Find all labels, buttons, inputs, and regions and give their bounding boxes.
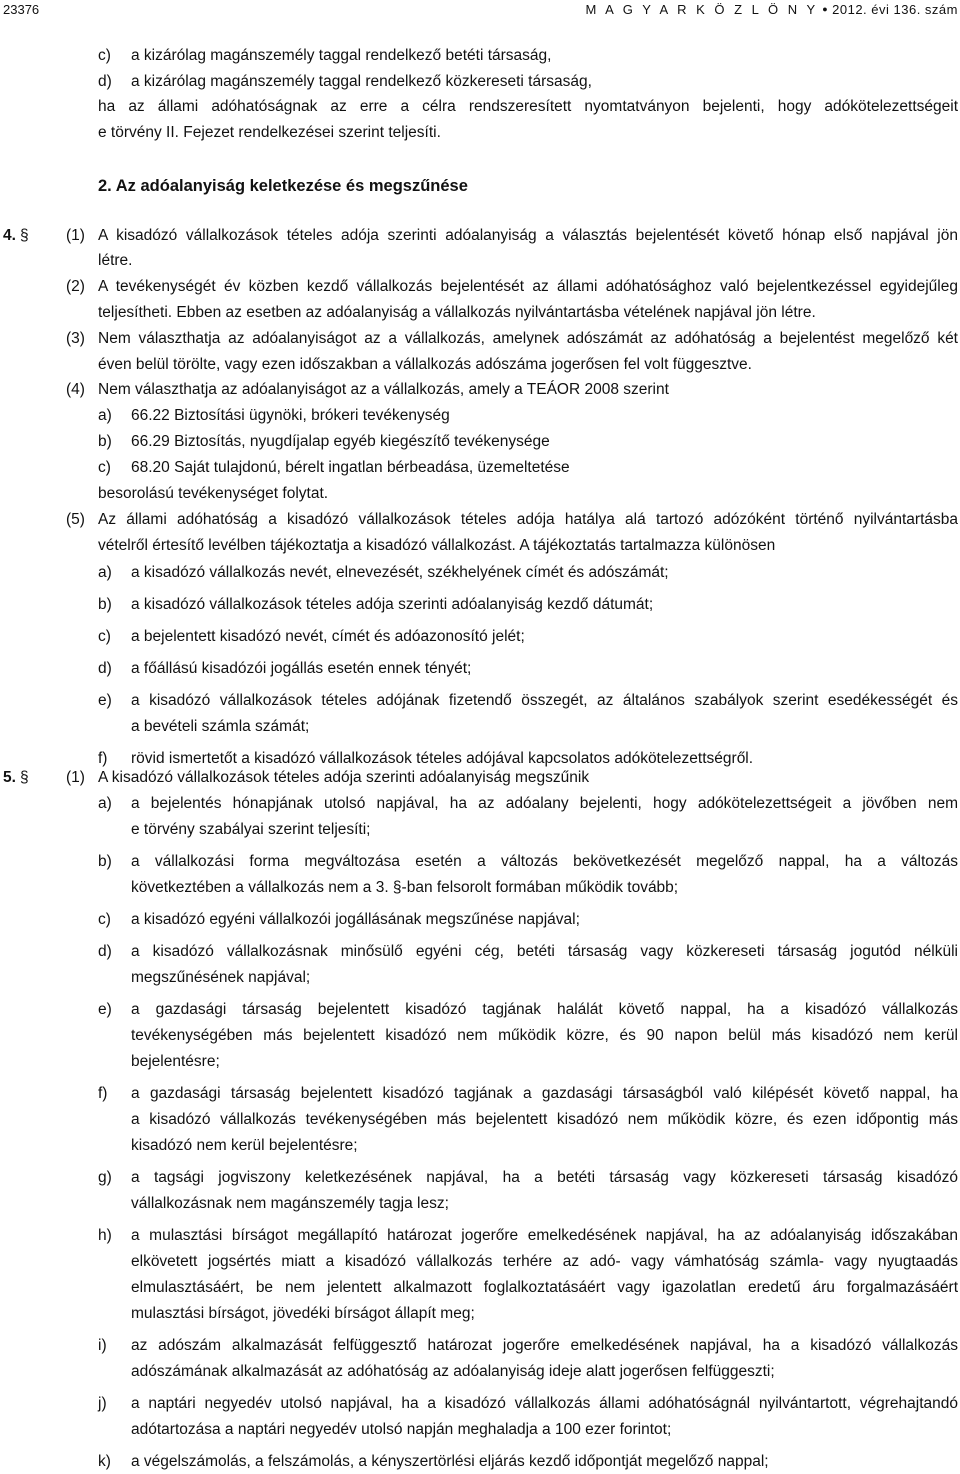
text-line xyxy=(0,378,960,402)
text-line xyxy=(0,625,960,649)
paragraph-text: A kisadózó vállalkozások tételes adója szerinti adóalanyiság megszűnik xyxy=(98,769,590,786)
list-label: h) xyxy=(98,1227,112,1244)
list-text: az adószám alkalmazását felfüggesztő határozat jogerőre emelkedésének napjával, ha a kisadózó vállalkozás xyxy=(131,1337,958,1354)
text-line xyxy=(0,1050,960,1074)
list-label: d) xyxy=(98,943,112,960)
list-text: a kisadózó vállalkozásnak minősülő egyéni cég, betéti társaság vagy közkereseti társaság jogutód nélküli xyxy=(131,943,958,960)
text-line xyxy=(0,275,960,299)
paragraph-number: (3) xyxy=(66,330,85,347)
list-text: a kisadózó vállalkozások tételes adójának fizetendő összegét, az általános szabályok szerint esedékességét és xyxy=(131,692,958,709)
text-line xyxy=(0,766,960,790)
text-line xyxy=(0,1166,960,1190)
list-label: f) xyxy=(98,750,108,767)
paragraph-text: A kisadózó vállalkozások tételes adója szerinti adóalanyiság a választás bejelentését követő hónap első napjával jön xyxy=(98,227,958,244)
list-text: elkövetett jogsértés miatt a kisadózó vállalkozás terhére az adó- vagy vámhatóság számla- vagy nyugtaadás xyxy=(131,1253,958,1270)
list-text: a kizárólag magánszemély taggal rendelkező betéti társaság, xyxy=(131,47,552,64)
list-text: 66.29 Biztosítás, nyugdíjalap egyéb kiegészítő tevékenysége xyxy=(131,433,550,450)
text-line xyxy=(0,1108,960,1132)
list-label: j) xyxy=(98,1395,107,1412)
list-label: c) xyxy=(98,628,111,645)
list-text: a kisadózó vállalkozás nevét, elnevezését, székhelyének címét és adószámát; xyxy=(131,564,669,581)
text-line xyxy=(0,940,960,964)
text-line xyxy=(0,1134,960,1158)
list-label: a) xyxy=(98,407,112,424)
list-text: rövid ismertetőt a kisadózó vállalkozások tételes adójával kapcsolatos adókötelezettségről. xyxy=(131,750,754,767)
bullet-separator-icon: ● xyxy=(822,4,829,14)
section-number: 4. xyxy=(3,227,16,244)
list-text: adószámának alkalmazását az adóhatóság az adóalanyiság ideje alatt jogerősen felfüggeszti; xyxy=(131,1363,775,1380)
text-line xyxy=(0,70,960,94)
list-text: e törvény szabályai szerint teljesíti; xyxy=(131,821,371,838)
list-text: 68.20 Saját tulajdonú, bérelt ingatlan bérbeadása, üzemeltetése xyxy=(131,459,570,476)
list-text: a kisadózó vállalkozások tételes adója szerinti adóalanyiság kezdő dátumát; xyxy=(131,596,654,613)
text-line xyxy=(0,327,960,351)
list-label: c) xyxy=(98,47,111,64)
list-label: e) xyxy=(98,1001,112,1018)
text-line xyxy=(0,301,960,325)
list-text: vállalkozásnak nem magánszemély tagja lesz; xyxy=(131,1195,449,1212)
text-line xyxy=(0,121,960,145)
list-text: a főállású kisadózói jogállás esetén ennek tényét; xyxy=(131,660,472,677)
text-line xyxy=(0,1360,960,1384)
text-line xyxy=(0,174,960,198)
list-text: a gazdasági társaság bejelentett kisadózó tagjának a gazdasági társaságból való kilépését követő nappal, ha xyxy=(131,1085,958,1102)
list-text: a végelszámolás, a felszámolás, a kényszertörlési eljárás kezdő időpontját megelőző nappal; xyxy=(131,1453,769,1470)
text-line xyxy=(0,456,960,480)
text-line xyxy=(0,998,960,1022)
list-text: megszűnésének napjával; xyxy=(131,969,311,986)
text-line xyxy=(0,689,960,713)
paragraph-text: Nem választhatja az adóalanyiságot az a vállalkozás, amely a TEÁOR 2008 szerint xyxy=(98,381,669,398)
paragraph-text: ha az állami adóhatóságnak az erre a célra rendszeresített nyomtatványon bejelenti, hogy adókötelezettségeit xyxy=(98,98,958,115)
text-line xyxy=(0,404,960,428)
list-text: a tagsági jogviszony keletkezésének napjával, ha a betéti társaság vagy közkereseti társaság kisadózó xyxy=(131,1169,958,1186)
list-label: a) xyxy=(98,795,112,812)
text-line xyxy=(0,95,960,119)
list-label: d) xyxy=(98,660,112,677)
list-label: d) xyxy=(98,73,112,90)
section-sign: § xyxy=(20,769,29,786)
text-line xyxy=(0,482,960,506)
text-line xyxy=(0,1334,960,1358)
list-text: a vállalkozási forma megváltozása esetén a változás bekövetkezését megelőző nappal, ha a változás xyxy=(131,853,958,870)
list-label: i) xyxy=(98,1337,107,1354)
text-line xyxy=(0,1418,960,1442)
list-text: a gazdasági társaság bejelentett kisadózó tagjának halálát követő nappal, ha a kisadózó vállalkozás xyxy=(131,1001,958,1018)
paragraph-number: (4) xyxy=(66,381,85,398)
section-heading: 2. Az adóalanyiság keletkezése és megszűnése xyxy=(98,177,468,195)
list-text: a mulasztási bírságot megállapító határozat jogerőre emelkedésének napjával, ha az adóalanyiság időszakában xyxy=(131,1227,958,1244)
paragraph-number: (5) xyxy=(66,511,85,528)
list-text: kisadózó nem kerül bejelentésre; xyxy=(131,1137,358,1154)
section-sign: § xyxy=(20,227,29,244)
list-text: mulasztási bírságot, jövedéki bírságot állapít meg; xyxy=(131,1305,475,1322)
list-label: b) xyxy=(98,433,112,450)
running-header xyxy=(0,0,960,20)
text-line xyxy=(0,224,960,248)
list-text: a bejelentett kisadózó nevét, címét és adóazonosító jelét; xyxy=(131,628,525,645)
journal-issue xyxy=(585,2,958,17)
list-text: elmulasztásáért, be nem jelentett alkalmazott foglalkoztatásáért vagy igazolatlan eredetű áru forgalmazásáért xyxy=(131,1279,958,1296)
paragraph-text: Az állami adóhatóság a kisadózó vállalkozások tételes adója hatálya alá tartozó adózóként történő nyilvántartásba xyxy=(98,511,958,528)
paragraph-text: teljesítheti. Ebben az esetben az adóalanyiság a vállalkozás nyilvántartásba vételének napjával jön létre. xyxy=(98,304,816,321)
text-line xyxy=(0,44,960,68)
list-label: c) xyxy=(98,911,111,928)
list-label: a) xyxy=(98,564,112,581)
text-line xyxy=(0,430,960,454)
paragraph-text: besorolású tevékenységet folytat. xyxy=(98,485,329,502)
text-line xyxy=(0,1082,960,1106)
text-line xyxy=(0,1392,960,1416)
text-line xyxy=(0,593,960,617)
text-line xyxy=(0,818,960,842)
text-line xyxy=(0,561,960,585)
list-text: a kizárólag magánszemély taggal rendelkező közkereseti társaság, xyxy=(131,73,592,90)
list-label: b) xyxy=(98,853,112,870)
text-line xyxy=(0,1024,960,1048)
list-text: adótartozása a naptári negyedév utolsó napján meghaladja a 100 ezer forintot; xyxy=(131,1421,672,1438)
text-line xyxy=(0,657,960,681)
list-label: f) xyxy=(98,1085,108,1102)
section-number: 5. xyxy=(3,769,16,786)
text-line xyxy=(0,966,960,990)
list-text: a kisadózó egyéni vállalkozói jogállásának megszűnése napjával; xyxy=(131,911,580,928)
text-line xyxy=(0,508,960,532)
text-line xyxy=(0,353,960,377)
list-text: tevékenységében más bejelentett kisadózó nem működik közre, és 90 napon belül más kisadózó nem kerül xyxy=(131,1027,958,1044)
list-text: a bevételi számla számát; xyxy=(131,718,310,735)
paragraph-number: (1) xyxy=(66,769,85,786)
paragraph-text: A tevékenységét év közben kezdő vállalkozás bejelentését az állami adóhatósághoz való bejelentkezéssel egyidejűleg xyxy=(98,278,958,295)
issue-number: 2012. évi 136. szám xyxy=(832,2,958,17)
text-line xyxy=(0,908,960,932)
text-line xyxy=(0,876,960,900)
text-line xyxy=(0,850,960,874)
text-line xyxy=(0,1302,960,1326)
text-line xyxy=(0,249,960,273)
text-line xyxy=(0,1276,960,1300)
text-line xyxy=(0,1192,960,1216)
paragraph-text: éven belül törölte, vagy ezen időszakban a vállalkozás adószáma jogerősen fel volt függesztve. xyxy=(98,356,752,373)
text-line xyxy=(0,715,960,739)
paragraph-text: e törvény II. Fejezet rendelkezései szerint teljesíti. xyxy=(98,124,441,141)
list-text: a kisadózó vállalkozás tevékenységében más bejelentett kisadózó nem működik közre, és ezen időpontig más xyxy=(131,1111,958,1128)
list-label: e) xyxy=(98,692,112,709)
page-number: 23376 xyxy=(3,2,40,17)
list-text: következtében a vállalkozás nem a 3. §-ban felsorolt formában működik tovább; xyxy=(131,879,679,896)
text-line xyxy=(0,1224,960,1248)
list-label: k) xyxy=(98,1453,111,1470)
text-line xyxy=(0,534,960,558)
list-text: a bejelentés hónapjának utolsó napjával, ha az adóalany bejelenti, hogy adókötelezettségeit a jövőben nem xyxy=(131,795,958,812)
paragraph-text: létre. xyxy=(98,252,133,269)
text-line xyxy=(0,792,960,816)
journal-name: M A G Y A R K Ö Z L Ö N Y xyxy=(585,2,819,17)
paragraph-number: (2) xyxy=(66,278,85,295)
list-label: g) xyxy=(98,1169,112,1186)
list-label: b) xyxy=(98,596,112,613)
text-line xyxy=(0,1450,960,1474)
text-line xyxy=(0,1250,960,1274)
list-text: 66.22 Biztosítási ügynöki, brókeri tevékenység xyxy=(131,407,450,424)
list-text: a naptári negyedév utolsó napjával, ha a kisadózó vállalkozás állami adóhatóságnál nyilvántartott, végrehajtandó xyxy=(131,1395,958,1412)
paragraph-text: Nem választhatja az adóalanyiságot az a vállalkozás, amelynek adószámát az adóhatóság a bejelentést megelőző két xyxy=(98,330,958,347)
list-label: c) xyxy=(98,459,111,476)
paragraph-number: (1) xyxy=(66,227,85,244)
list-text: bejelentésre; xyxy=(131,1053,220,1070)
paragraph-text: vételről értesítő levélben tájékoztatja a kisadózó vállalkozást. A tájékoztatás tartalmazza különösen xyxy=(98,537,776,554)
